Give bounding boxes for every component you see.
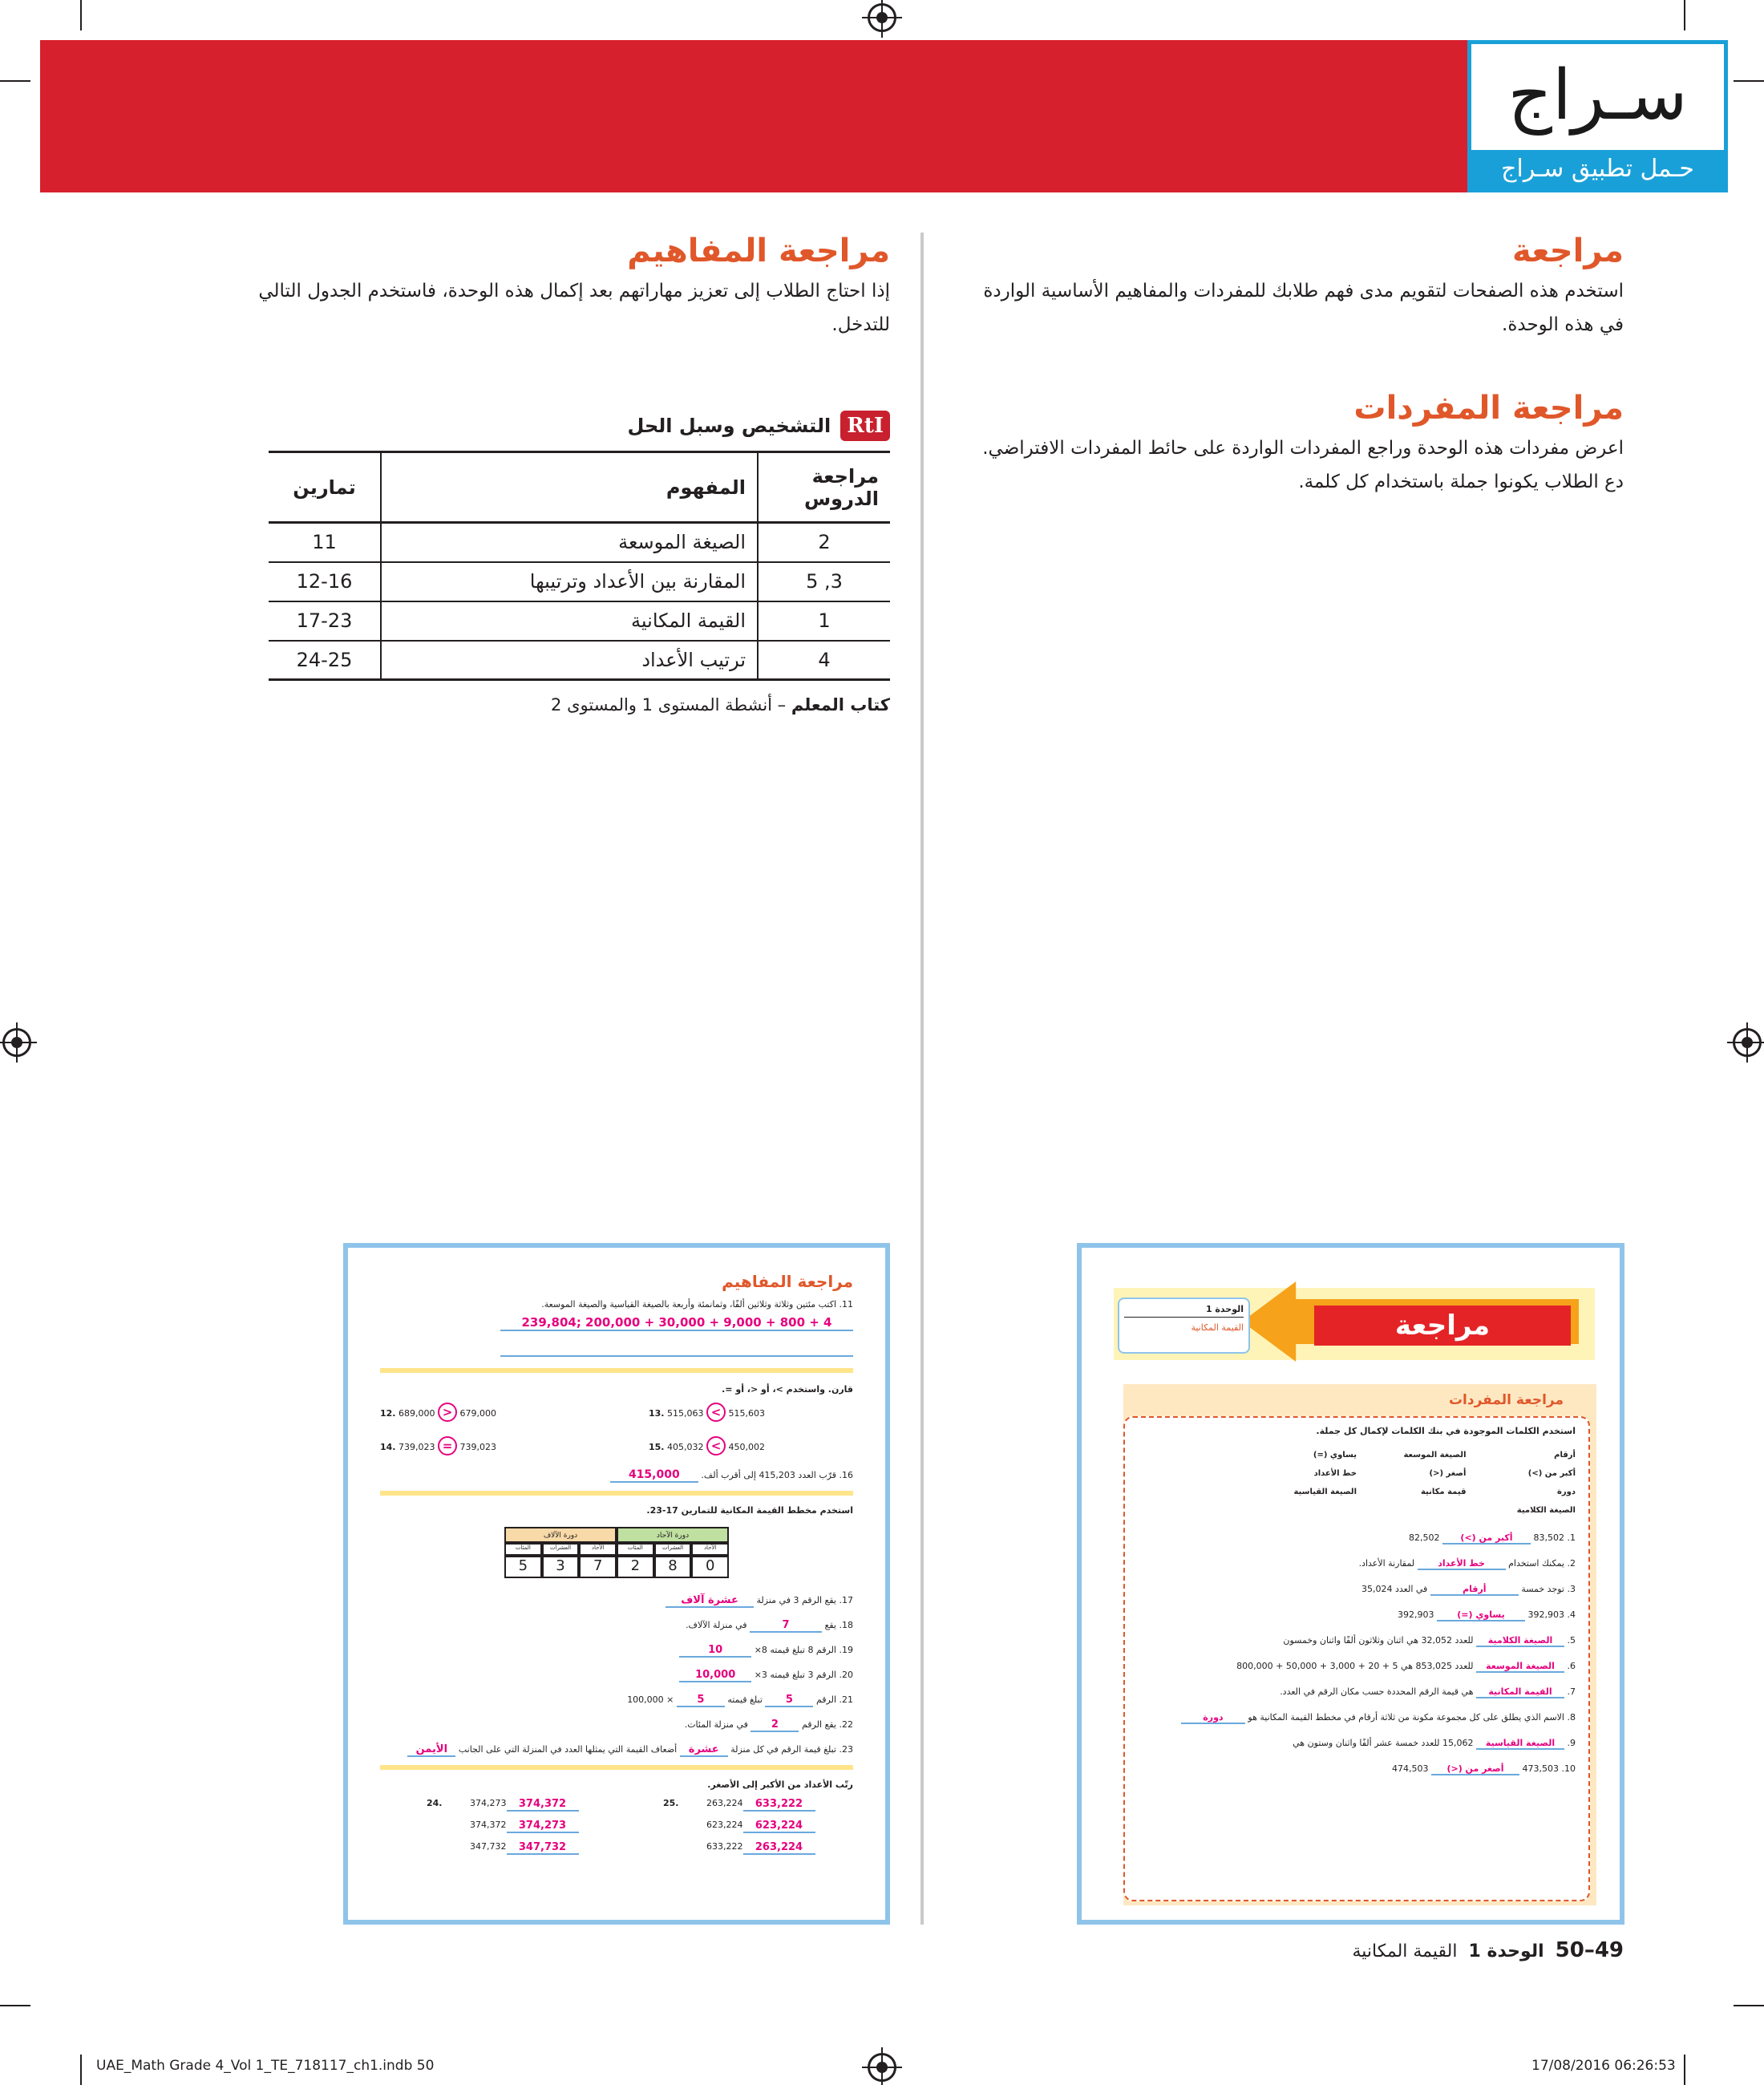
vocab-instructions: استخدم الكلمات الموجودة في بنك الكلمات لإكمال كل جملة. xyxy=(1316,1426,1576,1436)
vocab-item: 8. الاسم الذي يطلق على كل مجموعة مكونة من ثلاثة أرقام في مخطط القيمة المكانية هو دورة xyxy=(1138,1712,1576,1724)
review-ribbon: مراجعة xyxy=(1314,1306,1571,1346)
unit-tag xyxy=(1118,1298,1250,1354)
order-prompt: رتّب الأعداد من الأكبر إلى الأصغر. xyxy=(707,1779,853,1790)
table-row xyxy=(269,523,890,562)
header-lessons: مراجعة الدروس xyxy=(758,452,890,523)
comparison-item: 13. 515,063 < 515,603 xyxy=(617,1403,853,1422)
chart-head-thousands: دورة الآلاف xyxy=(504,1527,617,1543)
word-bank-item: أكبر من (>) xyxy=(1527,1469,1576,1478)
word-bank xyxy=(1138,1451,1576,1515)
cell-lesson: 2 xyxy=(758,523,890,562)
cell-concept: القيمة المكانية xyxy=(381,601,758,641)
word-bank-item: خط الأعداد xyxy=(1313,1469,1357,1478)
vocab-item: 7. القيمة المكانية هي قيمة الرقم المحددة حسب مكان الرقم في العدد. xyxy=(1280,1686,1576,1697)
table-row xyxy=(269,601,890,641)
chart-subhead: المئات xyxy=(504,1543,542,1556)
word-bank-item: يساوي (=) xyxy=(1313,1451,1357,1460)
vocab-thumb-title: مراجعة المفردات xyxy=(1448,1392,1564,1408)
ordering-questions xyxy=(380,1798,853,1855)
chart-subhead: الآحاد xyxy=(579,1543,617,1556)
file-info: UAE_Math Grade 4_Vol 1_TE_718117_ch1.indb 50 xyxy=(96,2058,435,2074)
chart-subhead: المئات xyxy=(617,1543,654,1556)
review-title: مراجعة xyxy=(1511,233,1624,269)
cell-exercises: 17-23 xyxy=(269,601,381,641)
table-row xyxy=(269,641,890,680)
pv-question: 23. تبلغ قيمة الرقم في كل منزلة عشرة أضعاف القيمة التي يمثلها العدد في المنزلة التي على الجانب الأيمن xyxy=(380,1743,853,1757)
vocab-item: 1. 83,502 أكبر من (>) 82,502 xyxy=(1409,1532,1576,1543)
logo-word: سـراج xyxy=(1507,55,1688,136)
rti-block xyxy=(269,411,890,715)
cell-concept: المقارنة بين الأعداد وترتيبها xyxy=(381,562,758,601)
vocab-items xyxy=(1138,1532,1576,1775)
place-value-chart xyxy=(504,1527,729,1578)
chart-digit: 7 xyxy=(579,1556,617,1578)
chart-subhead: العشرات xyxy=(654,1543,692,1556)
cell-exercises: 11 xyxy=(269,523,381,562)
vocab-item: 9. الصيغة القياسية 15,062 للعدد خمسة عشر ألفًا واثنان وستون هي xyxy=(1293,1738,1576,1748)
registration-mark-right xyxy=(1733,1028,1762,1057)
q16: 16. قرّب العدد 415,203 إلى أقرب ألف. 415,000 xyxy=(380,1468,853,1483)
vocab-review-thumbnail[interactable] xyxy=(1077,1243,1624,1925)
word-bank-item: الصيغة الموسعة xyxy=(1403,1451,1467,1460)
word-bank-item: الصيغة الكلامية xyxy=(1516,1506,1576,1515)
pv-question: 19. الرقم 8 تبلغ قيمته 8× 10 xyxy=(380,1644,853,1658)
place-value-questions xyxy=(380,1594,853,1757)
concepts-title: مراجعة المفاهيم xyxy=(627,233,890,269)
teacher-book-rest: – أنشطة المستوى 1 والمستوى 2 xyxy=(551,695,791,715)
footer-unit-name: القيمة المكانية xyxy=(1352,1941,1458,1962)
vocab-item: 10. 473,503 أصغر من (<) 474,503 xyxy=(1392,1763,1576,1774)
rti-badge: RtI xyxy=(840,411,890,441)
word-bank-item: دورة xyxy=(1556,1488,1576,1496)
pv-question: 22. يقع الرقم 2 في منزلة المئات. xyxy=(684,1719,853,1731)
cell-concept: الصيغة الموسعة xyxy=(381,523,758,562)
header-concept: المفهوم xyxy=(381,452,758,523)
word-bank-item: الصيغة القياسية xyxy=(1293,1488,1357,1496)
footer-unit: الوحدة 1 xyxy=(1468,1941,1544,1962)
vocab-item: 5. الصيغة الكلامية للعدد 32,052 هي اثنان وثلاثون ألفًا واثنان وخمسون xyxy=(1283,1635,1576,1646)
chart-prompt: استخدم مخطط القيمة المكانية للتمارين 17-23. xyxy=(646,1505,853,1516)
siraj-logo[interactable] xyxy=(1467,40,1728,192)
chart-subhead: الآحاد xyxy=(691,1543,729,1556)
q11-text: 11. اكتب مئتين وثلاثة وثلاثين ألفًا، وثمانمئة وأربعة بالصيغة القياسية والصيغة الموسعة. xyxy=(541,1299,853,1310)
review-text: استخدم هذه الصفحات لتقويم مدى فهم طلابك للمفردات والمفاهيم الأساسية الواردة في هذه الوحدة. xyxy=(983,281,1624,335)
page-footer xyxy=(1283,1938,1624,1962)
vocab-item: 4. 392,903 يساوي (=) 392,903 xyxy=(1398,1609,1576,1620)
registration-mark-left xyxy=(2,1028,31,1057)
vocab-box xyxy=(1123,1416,1590,1901)
chart-digit: 2 xyxy=(617,1556,654,1578)
registration-mark-top xyxy=(868,3,896,32)
order-question-24: 24. 374,273 374,372 374,372 374,273 347,732 347,732 xyxy=(419,1798,579,1855)
vocab-item: 2. يمكنك استخدام خط الأعداد لمقارنة الأعداد. xyxy=(1358,1558,1576,1569)
cell-exercises: 12-16 xyxy=(269,562,381,601)
order-question-25: 25. 263,224 633,222 623,224 623,224 633,222 263,224 xyxy=(655,1798,815,1855)
chart-digit: 0 xyxy=(691,1556,729,1578)
word-bank-item: قيمة مكانية xyxy=(1420,1488,1467,1496)
review-section xyxy=(962,233,1624,499)
rti-title: التشخيص وسبل الحل xyxy=(627,415,831,437)
word-bank-item: أرقام xyxy=(1554,1451,1576,1460)
q11-answer: 239,804; 200,000 + 30,000 + 9,000 + 800 + 4 xyxy=(500,1315,853,1331)
chart-head-ones: دورة الآحاد xyxy=(617,1527,729,1543)
header-exercises: تمارين xyxy=(269,452,381,523)
table-row xyxy=(269,562,890,601)
cell-lesson: 1 xyxy=(758,601,890,641)
logo-caption: حـمل تطبيق سـراج xyxy=(1471,150,1724,188)
comparison-item: 15. 405,032 < 450,002 xyxy=(617,1436,853,1455)
compare-prompt: قارن. واستخدم >، أو <، أو =. xyxy=(722,1384,853,1395)
registration-mark-bottom xyxy=(868,2053,896,2082)
teacher-book-note xyxy=(269,695,890,715)
pv-question: 21. الرقم 5 تبلغ قيمته 5 × 100,000 xyxy=(627,1694,853,1706)
cell-lesson: 3, 5 xyxy=(758,562,890,601)
chart-subhead: العشرات xyxy=(542,1543,580,1556)
header-banner xyxy=(40,40,1467,192)
pv-question: 17. يقع الرقم 3 في منزلة عشرة آلاف xyxy=(380,1594,853,1608)
vocab-review-text: اعرض مفردات هذه الوحدة وراجع المفردات الواردة على حائط المفردات الافتراضي. دع الطلاب يكونوا جملة باستخدام كل كلمة. xyxy=(982,438,1624,492)
unit-tag-name: القيمة المكانية xyxy=(1191,1322,1244,1333)
chart-digit: 5 xyxy=(504,1556,542,1578)
word-bank-item: أصغر (<) xyxy=(1429,1469,1467,1478)
print-date: 17/08/2016 06:26:53 xyxy=(1531,2058,1676,2074)
unit-tag-label: الوحدة 1 xyxy=(1124,1304,1244,1318)
pv-question: 18. يقع 7 في منزلة الآلاف. xyxy=(686,1619,853,1631)
cell-exercises: 24-25 xyxy=(269,641,381,680)
comparisons xyxy=(380,1403,853,1455)
cell-concept: ترتيب الأعداد xyxy=(381,641,758,680)
vocab-review-title: مراجعة المفردات xyxy=(1353,390,1624,427)
vocab-item: 6. الصيغة الموسعة للعدد 853,025 هي 5 + 20 + 3,000 + 50,000 + 800,000 xyxy=(1236,1661,1576,1671)
chart-digit: 8 xyxy=(654,1556,692,1578)
comparison-item: 14. 739,023 = 739,023 xyxy=(380,1436,617,1455)
comparison-item: 12. 689,000 > 679,000 xyxy=(380,1403,617,1422)
concepts-review-thumbnail[interactable] xyxy=(343,1243,890,1925)
concepts-section xyxy=(220,233,890,342)
cell-lesson: 4 xyxy=(758,641,890,680)
chart-digit: 3 xyxy=(542,1556,580,1578)
concepts-thumb-title: مراجعة المفاهيم xyxy=(722,1272,853,1291)
concepts-text: إذا احتاج الطلاب إلى تعزيز مهاراتهم بعد إكمال هذه الوحدة، فاستخدم الجدول التالي للتدخل. xyxy=(258,281,890,335)
column-divider xyxy=(920,233,924,1925)
rti-table xyxy=(269,451,890,681)
pv-question: 20. الرقم 3 تبلغ قيمته 3× 10,000 xyxy=(380,1669,853,1682)
page-range: 49–50 xyxy=(1555,1938,1624,1962)
teacher-book-bold: كتاب المعلم xyxy=(791,695,890,715)
vocab-item: 3. توجد خمسة أرقام في العدد 35,024 xyxy=(1361,1584,1576,1594)
